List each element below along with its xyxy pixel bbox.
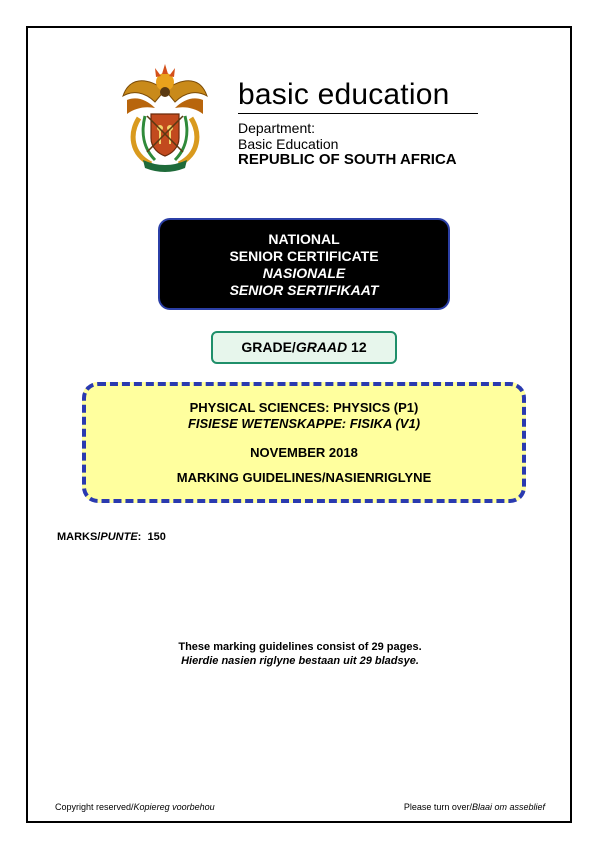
footer-copyright-af: Kopiereg voorbehou (133, 802, 215, 812)
pages-note-af: Hierdie nasien riglyne bestaan uit 29 bladsye. (181, 655, 419, 667)
certificate-line-2: SENIOR CERTIFICATE (229, 248, 379, 264)
country-name: REPUBLIC OF SOUTH AFRICA (238, 151, 457, 168)
department-name: Basic Education (238, 136, 339, 152)
brand-underline (238, 113, 478, 114)
brand-title: basic education (238, 78, 450, 111)
grade-label-en: GRADE/ (241, 339, 296, 355)
footer-turn-over-af: Blaai om asseblief (471, 802, 545, 812)
pages-note-en: These marking guidelines consist of 29 pages. (178, 641, 422, 653)
document-type: MARKING GUIDELINES/NASIENRIGLYNE (176, 470, 432, 485)
marks-label-af: PUNTE (100, 531, 138, 543)
subject-title-af: FISIESE WETENSKAPPE: FISIKA (V1) (187, 416, 421, 431)
marks-value: 150 (147, 531, 166, 543)
grade-label-af: GRAAD (295, 339, 348, 355)
footer-copyright (55, 802, 215, 812)
grade-badge (211, 331, 397, 364)
grade-number: 12 (351, 339, 367, 355)
marks-label-en: MARKS/ (57, 531, 101, 543)
certificate-line-4: SENIOR SERTIFIKAAT (229, 282, 379, 298)
footer-turn-over (404, 802, 545, 812)
subject-panel (82, 382, 526, 503)
marks-line: MARKS/PUNTE: 150 (57, 531, 166, 543)
certificate-line-3: NASIONALE (262, 265, 346, 281)
footer-turn-over-en: Please turn over/ (403, 802, 472, 812)
department-label: Department: (238, 120, 316, 136)
certificate-banner (158, 218, 450, 310)
footer-copyright-en: Copyright reserved/ (55, 802, 134, 812)
exam-date: NOVEMBER 2018 (250, 445, 358, 460)
department-block (238, 120, 457, 168)
subject-title-en: PHYSICAL SCIENCES: PHYSICS (P1) (189, 400, 419, 415)
certificate-line-1: NATIONAL (268, 231, 340, 247)
pages-note (0, 640, 600, 668)
coat-of-arms-logo (115, 56, 215, 176)
